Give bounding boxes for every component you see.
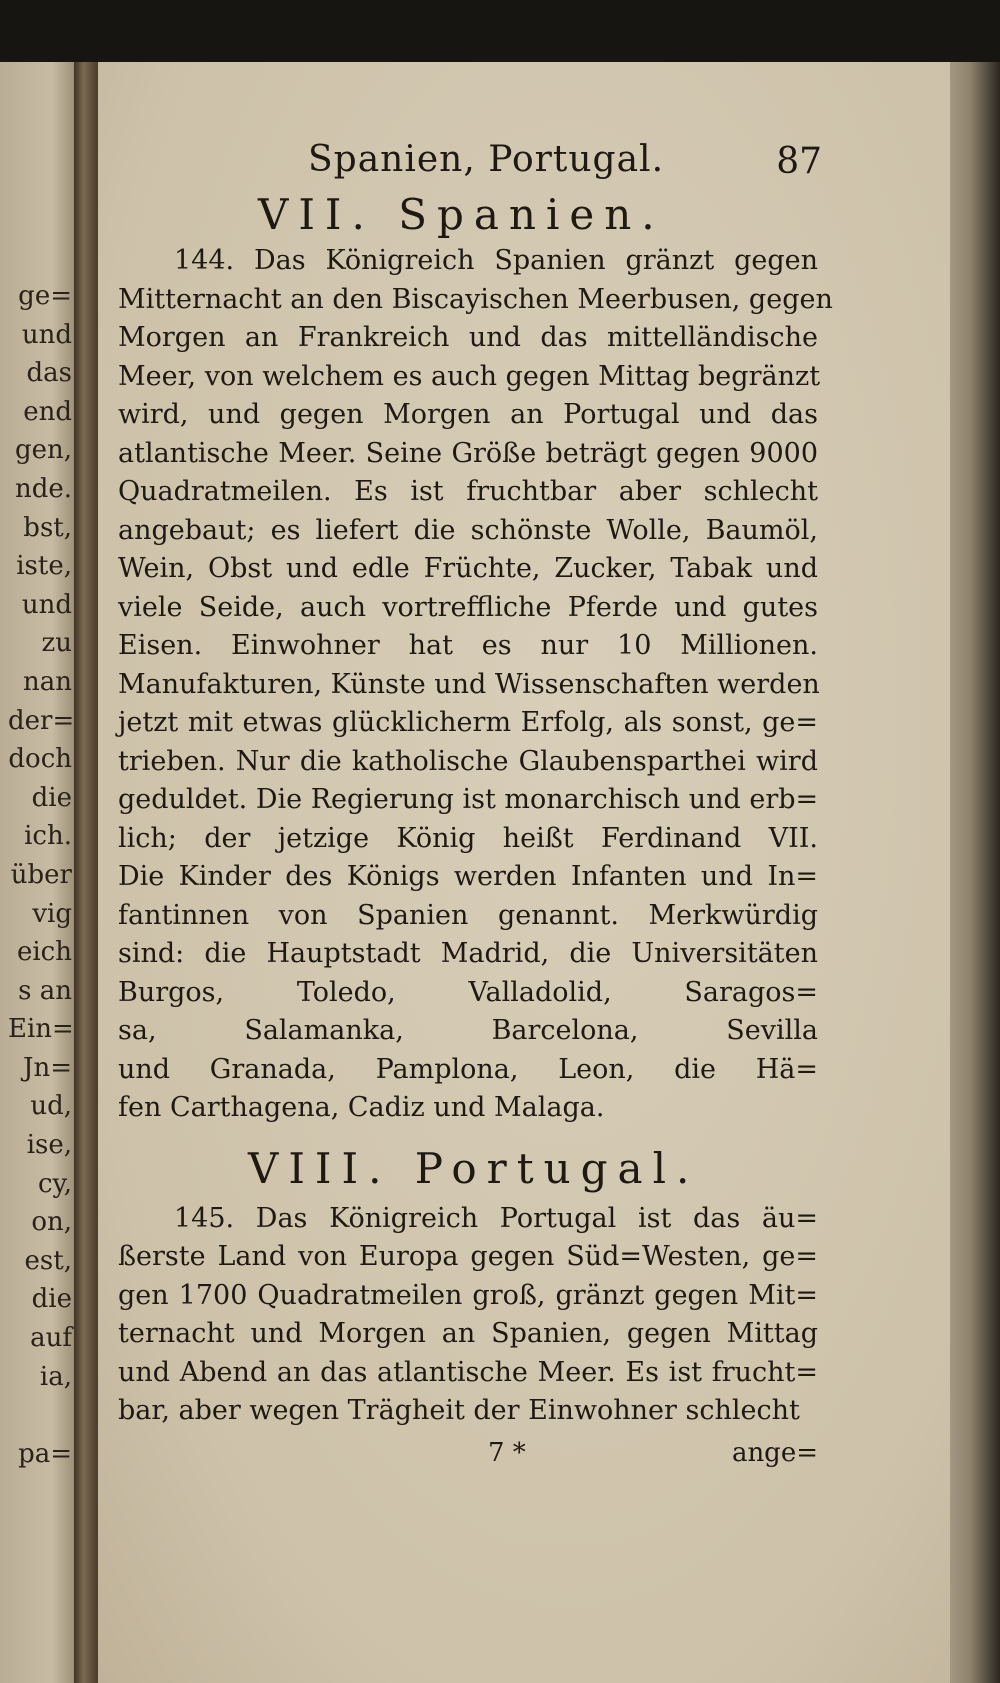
text-line: viele Seide, auch vortreffliche Pferde und gutes (118, 591, 818, 623)
paragraph-145 (118, 1200, 818, 1431)
margin-fragment: ia, (39, 1361, 72, 1392)
facing-page-margin-text (8, 277, 75, 1473)
margin-fragment: eich (16, 937, 72, 968)
signature-mark: 7 * (488, 1437, 526, 1468)
margin-fragment: ise, (26, 1130, 72, 1161)
text-line: und Granada, Pamplona, Leon, die Hä= (118, 1053, 818, 1085)
margin-fragment: ge= (18, 281, 72, 311)
margin-fragment: gen, (14, 435, 72, 466)
margin-fragment: pa= (18, 1438, 72, 1469)
facing-page (0, 62, 74, 1683)
page-footer (118, 1433, 818, 1473)
text-line: Meer, von welchem es auch gegen Mittag begränzt (118, 360, 821, 392)
margin-fragment: s an (18, 975, 72, 1006)
text-line: angebaut; es liefert die schönste Wolle, Baumöl, (118, 514, 818, 546)
margin-fragment (8, 1396, 72, 1435)
page-content (118, 132, 833, 1473)
text-line: gen 1700 Quadratmeilen groß, gränzt gegen Mit= (118, 1279, 818, 1311)
catchword: ange= (731, 1437, 818, 1468)
text-line: Mitternacht an den Biscayischen Meerbusen, gegen (118, 283, 833, 315)
text-line: atlantische Meer. Seine Größe beträgt gegen 9000 (118, 437, 818, 469)
margin-fragment: on, (31, 1207, 72, 1238)
margin-fragment: ud, (30, 1091, 72, 1122)
text-line: sind: die Hauptstadt Madrid, die Universitäten (118, 938, 818, 969)
margin-fragment: das (26, 358, 72, 389)
text-line: Manufakturen, Künste und Wissenschaften werden (118, 668, 820, 700)
margin-fragment: der= (8, 705, 75, 736)
margin-fragment: Jn= (23, 1052, 72, 1083)
text-line: ßerste Land von Europa gegen Süd=Westen, ge= (118, 1241, 818, 1272)
text-line: lich; der jetzige König heißt Ferdinand VII. (118, 822, 818, 854)
text-line: Eisen. Einwohner hat es nur 10 Millionen. (118, 630, 818, 661)
text-line: trieben. Nur die katholische Glaubensparthei wird (118, 745, 818, 777)
margin-fragment: zu (41, 628, 72, 659)
text-line: wird, und gegen Morgen an Portugal und das (118, 399, 818, 430)
margin-fragment: ich. (24, 821, 72, 852)
text-line: sa, Salamanka, Barcelona, Sevilla (118, 1015, 818, 1046)
book-gutter (74, 62, 98, 1683)
running-head (118, 132, 822, 188)
text-line: Quadratmeilen. Es ist fruchtbar aber schlecht (118, 476, 818, 507)
margin-fragment: über (10, 859, 72, 890)
text-line: fantinnen von Spanien genannt. Merkwürdig (118, 899, 818, 931)
section-heading-portugal: VIII. Portugal. (248, 1143, 700, 1193)
text-line: und Abend an das atlantische Meer. Es ist frucht= (118, 1356, 818, 1388)
margin-fragment: bst, (23, 512, 72, 543)
text-line: Wein, Obst und edle Früchte, Zucker, Tabak und (118, 553, 818, 584)
page-edge (950, 62, 1000, 1683)
margin-fragment: vig (32, 898, 72, 929)
margin-fragment: auf (30, 1323, 72, 1354)
margin-fragment: est, (24, 1245, 72, 1276)
text-line: Morgen an Frankreich und das mittelländische (118, 322, 818, 353)
text-line: Die Kinder des Königs werden Infanten und In= (118, 861, 818, 892)
paragraph-144 (118, 242, 833, 1128)
running-title: Spanien, Portugal. (308, 139, 665, 180)
section-heading-spain: VII. Spanien. (258, 190, 665, 239)
margin-fragment: end (23, 396, 72, 427)
margin-fragment: die (31, 782, 72, 813)
page-number: 87 (776, 141, 822, 182)
text-line: geduldet. Die Regierung ist monarchisch und erb= (118, 784, 819, 815)
text-line: jetzt mit etwas glücklicherm Erfolg, als sonst, ge= (118, 707, 818, 738)
margin-fragment: doch (8, 744, 72, 775)
text-line: 145. Das Königreich Portugal ist das äu= (174, 1202, 818, 1234)
margin-fragment: cy, (37, 1168, 72, 1199)
text-line: bar, aber wegen Trägheit der Einwohner schlecht (118, 1395, 800, 1426)
text-line: ternacht und Morgen an Spanien, gegen Mittag (118, 1318, 818, 1349)
text-line: fen Carthagena, Cadiz und Malaga. (118, 1092, 605, 1123)
margin-fragment: nde. (14, 473, 72, 504)
margin-fragment: nan (23, 666, 72, 697)
margin-fragment: und (21, 589, 72, 620)
margin-fragment: und (21, 319, 72, 350)
text-line: 144. Das Königreich Spanien gränzt gegen (174, 245, 818, 276)
text-line: Burgos, Toledo, Valladolid, Saragos= (118, 976, 818, 1008)
margin-fragment: die (31, 1284, 72, 1315)
margin-fragment: iste, (16, 551, 72, 582)
margin-fragment: Ein= (8, 1014, 74, 1045)
